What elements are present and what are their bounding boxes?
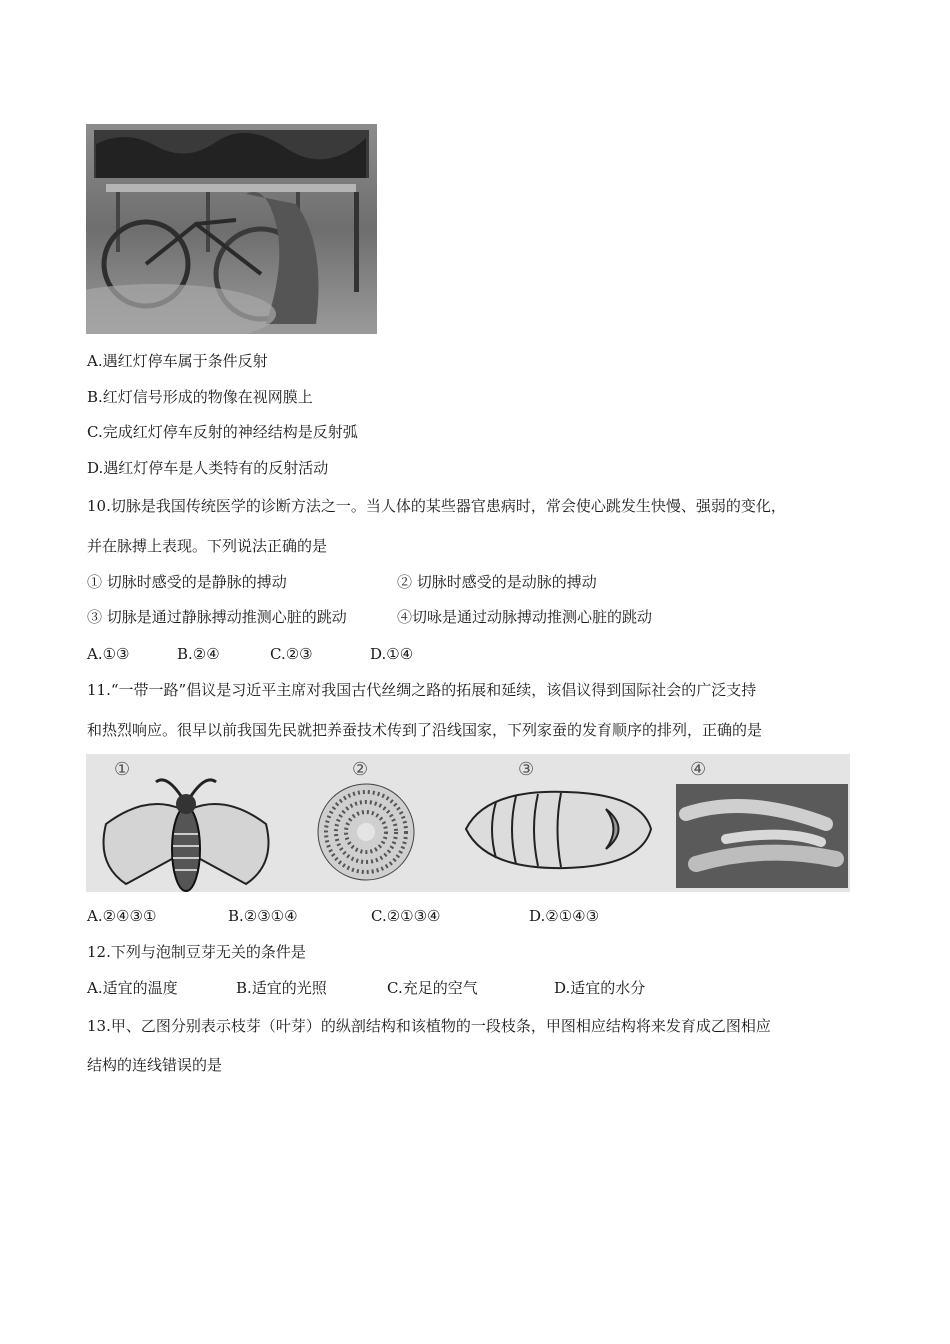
q11-stem-line1: 11.“一带一路”倡议是习近平主席对我国古代丝绸之路的拓展和延续，该倡议得到国际社会的广泛支持 <box>87 681 757 699</box>
q11-stem-line2: 和热烈响应。很早以前我国先民就把养蚕技术传到了沿线国家，下列家蚕的发育顺序的排列，正确的是 <box>87 721 763 739</box>
q12-option-b: B.适宜的光照 <box>236 979 327 997</box>
q10-option-a: A.①③ <box>87 645 130 663</box>
q11-option-c: C.②①③④ <box>371 907 441 925</box>
q10-statement-1: ① 切脉时感受的是静脉的搏动 <box>87 573 287 591</box>
q12-stem: 12.下列与泡制豆芽无关的条件是 <box>87 943 306 961</box>
q10-option-c: C.②③ <box>270 645 313 663</box>
silkworm-stages-figure <box>86 754 850 892</box>
q10-option-b: B.②④ <box>177 645 220 663</box>
q10-stem-line2: 并在脉搏上表现。下列说法正确的是 <box>87 537 328 555</box>
q12-option-d: D.适宜的水分 <box>554 979 646 997</box>
q13-stem-line2: 结构的连线错误的是 <box>87 1056 223 1074</box>
q10-statement-2: ② 切脉时感受的是动脉的搏动 <box>397 573 597 591</box>
figure-label-3: ③ <box>518 759 535 780</box>
pupa-drawing <box>466 792 651 868</box>
q11-option-b: B.②③①④ <box>228 907 298 925</box>
q12-option-c: C.充足的空气 <box>387 979 478 997</box>
q9-option-b: B.红灯信号形成的物像在视网膜上 <box>87 388 313 406</box>
q10-statement-4: ④切咏是通过动脉搏动推测心脏的跳动 <box>397 608 653 626</box>
figure-label-2: ② <box>352 759 369 780</box>
traffic-light-photo <box>86 124 377 334</box>
q9-option-c: C.完成红灯停车反射的神经结构是反射弧 <box>87 423 358 441</box>
eggs-drawing <box>318 784 414 880</box>
figure-label-1: ① <box>114 759 131 780</box>
q9-option-d: D.遇红灯停车是人类特有的反射活动 <box>87 459 329 477</box>
q13-stem-line1: 13.甲、乙图分别表示枝芽（叶芽）的纵剖结构和该植物的一段枝条，甲图相应结构将来发育成乙图相应 <box>87 1017 771 1035</box>
q11-option-a: A.②④③① <box>87 907 157 925</box>
q9-option-a: A.遇红灯停车属于条件反射 <box>87 352 268 370</box>
q10-option-d: D.①④ <box>370 645 414 663</box>
q11-option-d: D.②①④③ <box>529 907 600 925</box>
figure-label-4: ④ <box>690 759 707 780</box>
q10-stem-line1: 10.切脉是我国传统医学的诊断方法之一。当人体的某些器官患病时，常会使心跳发生快慢、强弱的变化， <box>87 497 786 515</box>
larvae-photo <box>676 784 848 888</box>
q12-option-a: A.适宜的温度 <box>87 979 178 997</box>
q10-statement-3: ③ 切脉是通过静脉搏动推测心脏的跳动 <box>87 608 347 626</box>
